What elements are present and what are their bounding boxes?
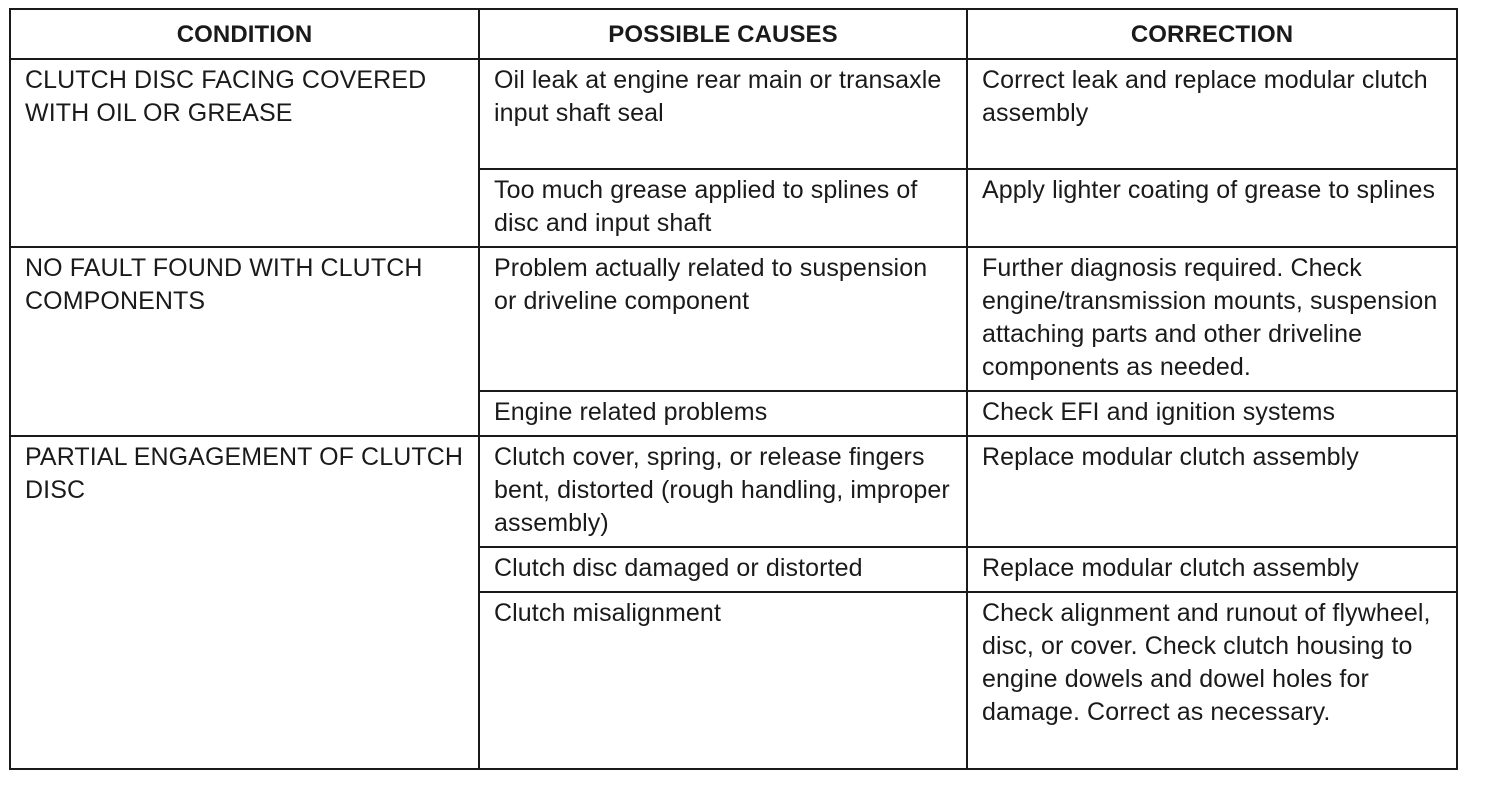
header-row (10, 9, 1457, 59)
header-possible-causes: POSSIBLE CAUSES (479, 9, 967, 59)
table-row (10, 59, 1457, 169)
cause-cell: Oil leak at engine rear main or transaxle input shaft seal (479, 59, 967, 169)
diagnosis-table (9, 8, 1458, 770)
correction-cell: Further diagnosis required. Check engine/transmission mounts, suspension attaching parts and other driveline components as needed. (967, 247, 1457, 391)
correction-cell: Replace modular clutch assembly (967, 436, 1457, 547)
header-condition: CONDITION (10, 9, 479, 59)
cause-cell: Clutch misalignment (479, 592, 967, 769)
condition-cell: CLUTCH DISC FACING COVERED WITH OIL OR GREASE (10, 59, 479, 247)
cause-cell: Engine related problems (479, 391, 967, 436)
correction-cell: Check EFI and ignition systems (967, 391, 1457, 436)
condition-cell: NO FAULT FOUND WITH CLUTCH COMPONENTS (10, 247, 479, 436)
cause-cell: Clutch disc damaged or distorted (479, 547, 967, 592)
correction-cell: Correct leak and replace modular clutch assembly (967, 59, 1457, 169)
cause-cell: Clutch cover, spring, or release fingers bent, distorted (rough handling, improper assembly) (479, 436, 967, 547)
correction-cell: Check alignment and runout of flywheel, disc, or cover. Check clutch housing to engine dowels and dowel holes for damage. Correct as necessary. (967, 592, 1457, 769)
condition-cell: PARTIAL ENGAGEMENT OF CLUTCH DISC (10, 436, 479, 769)
cause-cell: Problem actually related to suspension or driveline component (479, 247, 967, 391)
correction-cell: Replace modular clutch assembly (967, 547, 1457, 592)
table-row (10, 247, 1457, 391)
table-row (10, 436, 1457, 547)
header-correction: CORRECTION (967, 9, 1457, 59)
correction-cell: Apply lighter coating of grease to splines (967, 169, 1457, 247)
cause-cell: Too much grease applied to splines of disc and input shaft (479, 169, 967, 247)
